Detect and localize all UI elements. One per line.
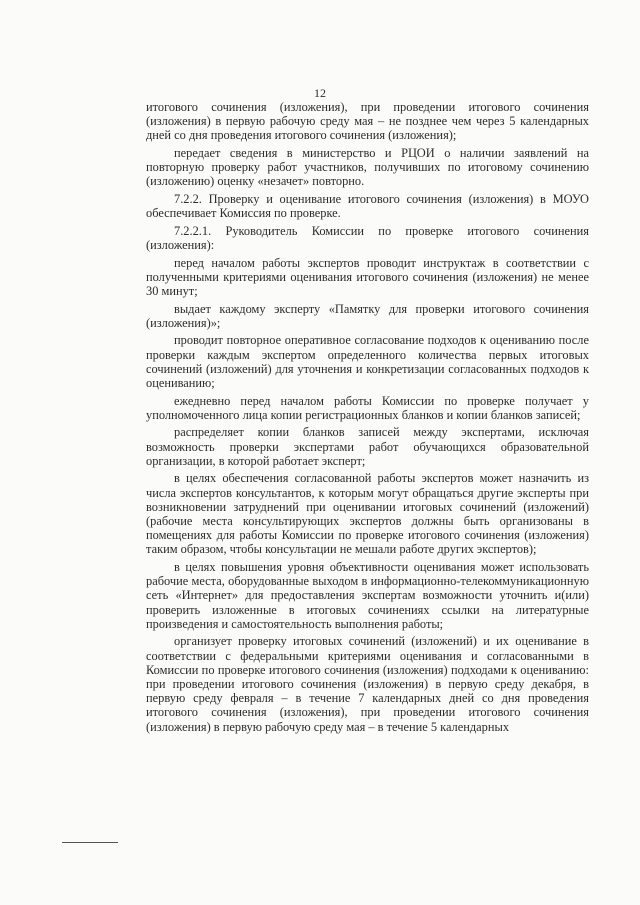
page-number: 12	[314, 86, 326, 100]
paragraph-consultants: в целях обеспечения согласованной работы экспертов может назначить из числа экспертов консультантов, к которым могут обращаться другие эксперты при возникновении затруднений при оценивании итоговых сочинений (изложений) (рабочие места консультирующих экспертов должны быть организованы в помещениях для работы Комиссии по проверке итогового сочинения (изложения) таким образом, чтобы консультации не мешали работе других экспертов);	[146, 471, 589, 557]
paragraph-memo: выдает каждому эксперту «Памятку для проверки итогового сочинения (изложения)»;	[146, 301, 589, 330]
paragraph-organization: организует проверку итоговых сочинений (изложений) и их оценивание в соответствии с федеральными критериями оценивания и согласованными в Комиссии по проверке итогового сочинения (изложения) подходами к оцениванию: при проведении итогового сочинения (изложения) в первую среду декабря, в первую среду февраля – в течение 7 календарных дней со дня проведения итогового сочинения (изложения), при проведении итогового сочинения (изложения) в первую рабочую среду мая – в течение 5 календарных	[146, 634, 589, 734]
paragraph-7-2-2: 7.2.2. Проверку и оценивание итогового сочинения (изложения) в МОУО обеспечивает Комиссия по проверке.	[146, 192, 589, 221]
paragraph-continuation: итогового сочинения (изложения), при проведении итогового сочинения (изложения) в первую рабочую среду мая – не позднее чем через 5 календарных дней со дня проведения итогового сочинения (изложения);	[146, 100, 589, 143]
paragraph-distribution: распределяет копии бланков записей между экспертами, исключая возможность проверки экспертами работ обучающихся образовательной организации, в которой работает эксперт;	[146, 425, 589, 468]
paragraph-transfer-info: передает сведения в министерство и РЦОИ о наличии заявлений на повторную проверку работ участников, получивших по итоговому сочинению (изложению) оценку «незачет» повторно.	[146, 146, 589, 189]
paragraph-agreement: проводит повторное оперативное согласование подходов к оцениванию после проверки каждым экспертом определенного количества первых итоговых сочинений (изложений) для уточнения и конкретизации согласованных подходов к оцениванию;	[146, 333, 589, 390]
paragraph-7-2-2-1: 7.2.2.1. Руководитель Комиссии по проверке итогового сочинения (изложения):	[146, 223, 589, 252]
paragraph-internet: в целях повышения уровня объективности оценивания может использовать рабочие места, оборудованные выходом в информационно-телекоммуникационную сеть «Интернет» для предоставления экспертам возможности уточнить и(или) проверить изложенные в итоговых сочинениях ссылки на литературные произведения и самостоятельность выполнения работы;	[146, 560, 589, 631]
document-body	[146, 100, 589, 737]
paragraph-instruction: перед началом работы экспертов проводит инструктаж в соответствии с полученными критериями оценивания итогового сочинения (изложения) не менее 30 минут;	[146, 255, 589, 298]
paragraph-copies: ежедневно перед началом работы Комиссии по проверке получает у уполномоченного лица копии регистрационных бланков и копии бланков записей;	[146, 393, 589, 422]
footnote-separator	[62, 842, 118, 843]
